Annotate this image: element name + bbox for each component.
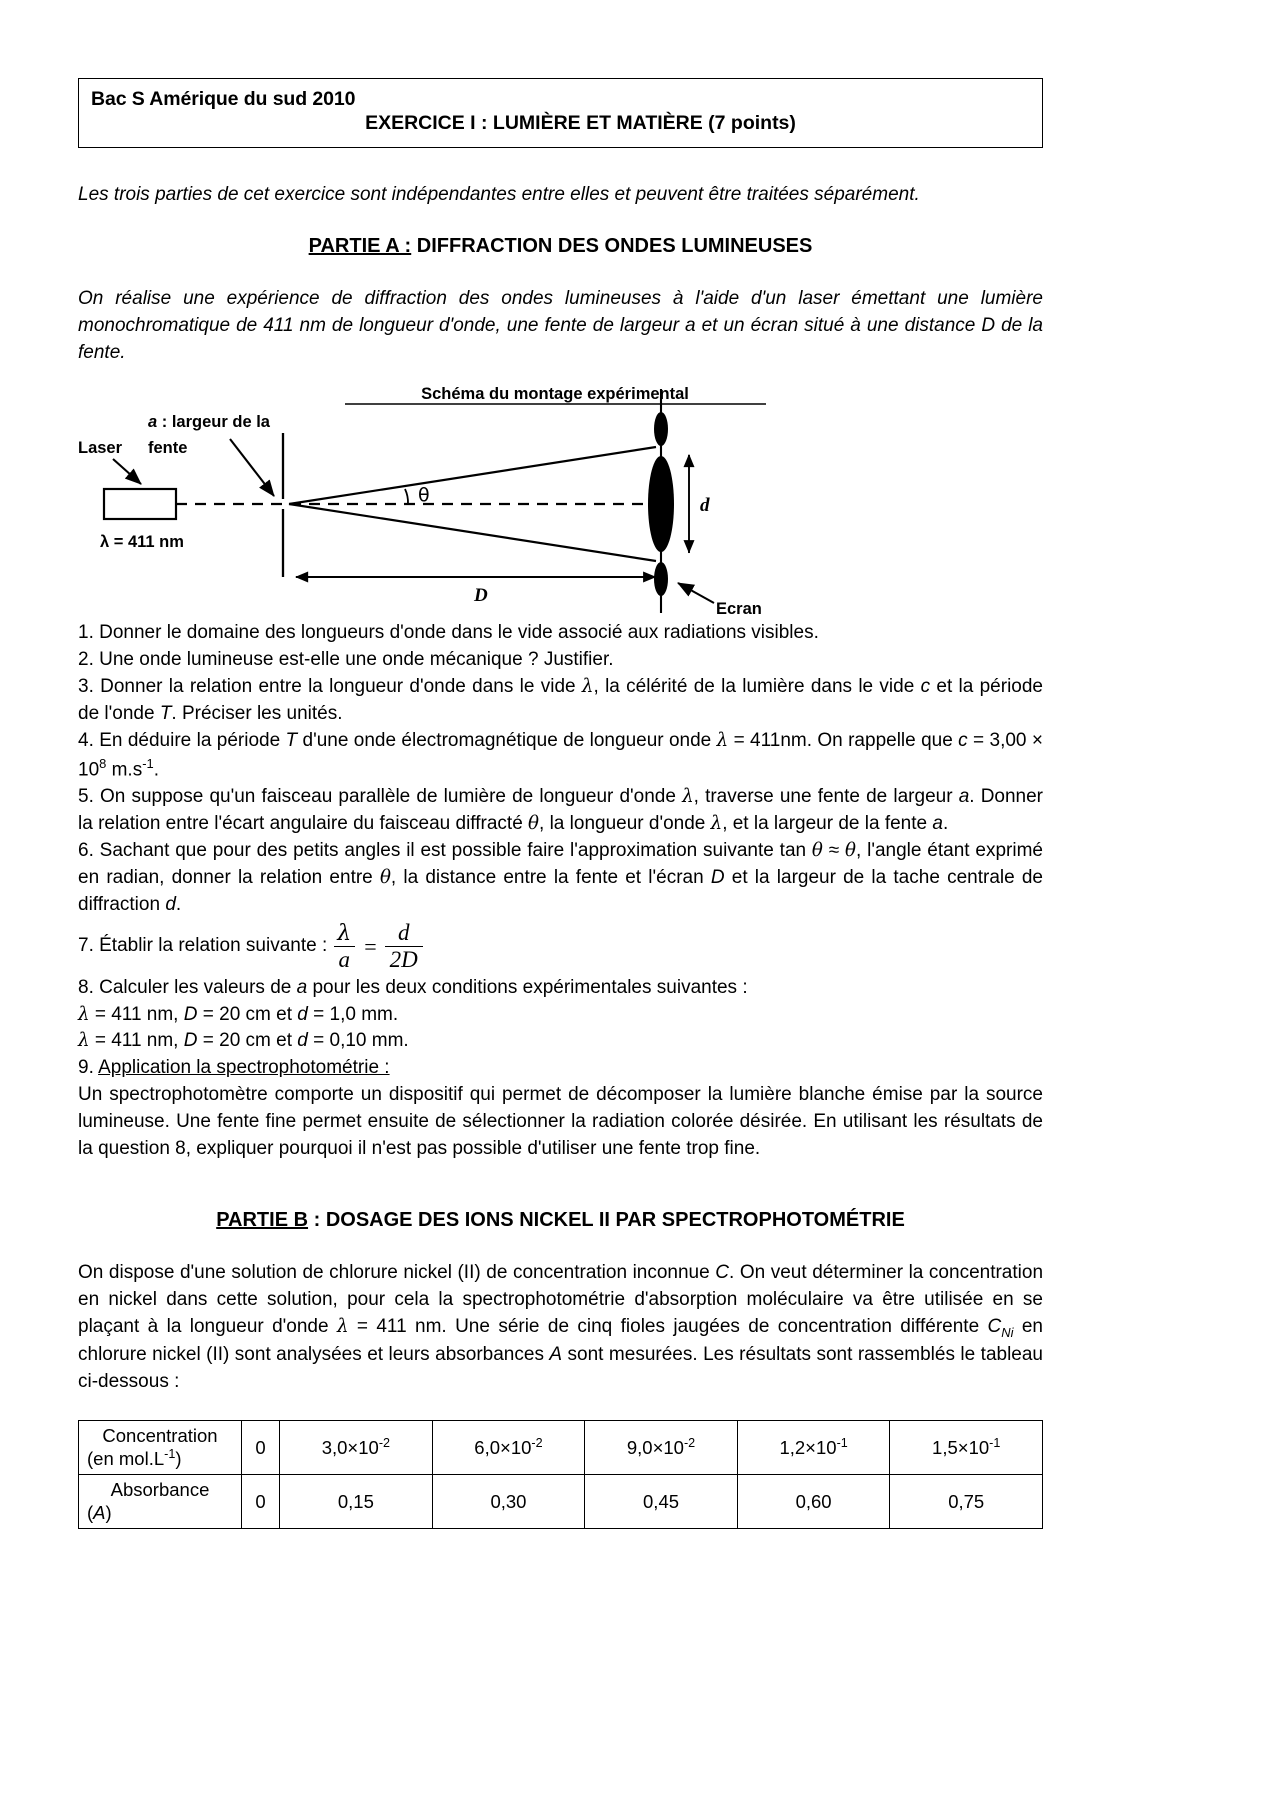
q9-title: Application la spectrophotométrie : [98, 1057, 390, 1079]
cell-absorbance-2: 0,30 [432, 1475, 585, 1529]
pb-A-symbol: A [549, 1344, 563, 1366]
cell-exponent: -1 [989, 1436, 1001, 1451]
exam-title-line1: Bac S Amérique du sud 2010 [91, 88, 356, 110]
fraction-numerator-d: d [397, 920, 410, 946]
cell-value: 6,0×10 [474, 1437, 532, 1459]
q5-a-symbol-2: a [932, 813, 943, 835]
q8-part-b: pour les deux conditions expérimentales suivantes : [307, 976, 748, 998]
pb-CNi-symbol: C [987, 1316, 1002, 1338]
concentration-unit-text: (en mol.L [87, 1448, 165, 1470]
q4-part-f: . [153, 759, 159, 781]
question-9-body: Un spectrophotomètre comporte un dispositif qui permet de décomposer la lumière blanche émise par la source lumineuse. Une fente fine permet ensuite de sélectionner la radiation colorée désirée. En utilisant les résultats de la question 8, expliquer pourquoi il n'est pas possible d'utiliser une fente trop fine. [78, 1084, 1043, 1160]
q6-part-d: , la distance entre la fente et l'écran [390, 867, 711, 889]
q5-theta: θ [528, 813, 540, 835]
fraction-lambda-over-a [332, 922, 356, 972]
absorbance-symbol: A [93, 1501, 106, 1523]
fraction-denominator-2D: 2D [385, 946, 423, 972]
q8-c2-d: d [297, 1030, 308, 1052]
q8-c1-part-c: = 20 cm et [197, 1003, 298, 1025]
q3-T-symbol: T [159, 703, 172, 725]
q4-T-symbol: T [285, 730, 298, 752]
wavelength-label: λ = 411 nm [100, 533, 184, 552]
cell-concentration-4 [737, 1421, 890, 1475]
question-8 [78, 975, 1043, 1002]
question-5 [78, 784, 1043, 838]
question-9-heading [78, 1055, 1043, 1082]
absorbance-data-table [78, 1420, 1043, 1529]
pb-part-a: On dispose d'une solution de chlorure nickel (II) de concentration inconnue [78, 1262, 716, 1284]
q6-part-b: ≈ [822, 840, 846, 862]
q8-c1-D: D [183, 1003, 198, 1025]
laser-box [104, 489, 176, 519]
theta-label: θ [418, 484, 430, 507]
diffraction-spot-top [654, 412, 668, 446]
pb-part-d: en chlorure nickel (II) sont analysées et leurs absorbances [78, 1316, 1043, 1366]
q3-part-b: , la célérité de la lumière dans le vide [593, 676, 921, 698]
pb-CNi-subscript: Ni [1001, 1325, 1014, 1341]
q4-part-a: 4. En déduire la période [78, 730, 286, 752]
q4-part-d: = 3,00 × 10 [78, 730, 1043, 781]
cell-value: 1,5×10 [932, 1437, 990, 1459]
q7-text: 7. Établir la relation suivante : [78, 935, 328, 957]
cell-exponent: -2 [531, 1436, 543, 1451]
pb-part-c: = 411 nm. Une série de cinq fioles jaugées de concentration différente [348, 1316, 988, 1338]
concentration-label-line2 [83, 1447, 237, 1471]
partie-b-label: PARTIE B [216, 1209, 309, 1232]
slit-label-line1: a : largeur de la [148, 413, 270, 432]
q6-D-symbol: D [710, 867, 725, 889]
question-8-condition-1 [78, 1002, 1043, 1029]
cell-absorbance-0: 0 [242, 1475, 280, 1529]
fraction-numerator-lambda: λ [337, 920, 352, 946]
q4-part-b: d'une onde électromagnétique de longueur onde [297, 730, 717, 752]
concentration-unit-close: ) [175, 1448, 182, 1470]
cell-concentration-2 [432, 1421, 585, 1475]
q5-part-f: . [942, 813, 949, 835]
q5-part-a: 5. On suppose qu'un faisceau parallèle de lumière de longueur d'onde [78, 786, 683, 808]
cell-concentration-5 [890, 1421, 1043, 1475]
cell-exponent: -1 [836, 1436, 848, 1451]
cell-concentration-1 [280, 1421, 433, 1475]
partie-b-section [78, 1209, 1043, 1529]
q5-a-symbol: a [958, 786, 970, 808]
q5-part-b: , traverse une fente de largeur [693, 786, 959, 808]
cell-concentration-3 [585, 1421, 738, 1475]
question-4 [78, 728, 1043, 784]
absorbance-label-line1: Absorbance [110, 1479, 210, 1501]
q6-part-e: et la largeur de la tache centrale de diffraction [78, 867, 1043, 916]
partie-a-title: DIFFRACTION DES ONDES LUMINEUSES [411, 235, 813, 258]
q6-theta-2: θ [845, 840, 856, 862]
table-row-absorbance [79, 1475, 1043, 1529]
fraction-denominator-a: a [334, 946, 356, 972]
absorbance-close-paren: ) [105, 1501, 112, 1523]
q6-d-symbol: d [165, 894, 176, 916]
q6-part-a: 6. Sachant que pour des petits angles il est possible faire l'approximation suivante tan [78, 840, 812, 862]
q8-c2-part-b: = 411 nm, [89, 1030, 184, 1052]
cell-exponent: -2 [683, 1436, 696, 1451]
table-row-concentration [79, 1421, 1043, 1475]
cell-value: 1,2×10 [779, 1437, 837, 1459]
q4-exponent-8: 8 [99, 756, 107, 772]
q8-c2-part-e: = 0,10 mm. [307, 1030, 409, 1052]
intro-note: Les trois parties de cet exercice sont indépendantes entre elles et peuvent être traitées séparément. [78, 183, 920, 205]
concentration-unit-exponent: -1 [164, 1447, 176, 1462]
screen-label: Ecran [716, 600, 762, 617]
question-7 [78, 921, 1043, 972]
pb-part-b: . On veut déterminer la concentration en nickel dans cette solution, pour cela la spectrophotométrie d'absorption moléculaire va être utilisée en se plaçant à la longueur d'onde [78, 1262, 1044, 1338]
q8-part-a: 8. Calculer les valeurs de [78, 976, 297, 998]
q6-part-f: . [175, 894, 182, 916]
q5-part-e: , et la largeur de la fente [722, 813, 933, 835]
partie-a-heading [78, 235, 1043, 258]
diffraction-ray-upper [289, 447, 656, 507]
partie-b-paragraph [78, 1260, 1043, 1396]
question-6 [78, 838, 1043, 919]
q3-part-e: . Préciser les unités. [171, 703, 343, 725]
partie-a-paragraph: On réalise une expérience de diffraction des ondes lumineuses à l'aide d'un laser émettant une lumière monochromatique de 411 nm de longueur d'onde, une fente de largeur a et un écran situé à une distance D de la fente. [78, 288, 1043, 364]
cell-absorbance-3: 0,45 [585, 1475, 738, 1529]
laser-label: Laser [78, 439, 123, 458]
d-label: d [700, 495, 710, 517]
partie-b-title: : DOSAGE DES IONS NICKEL II PAR SPECTROPHOTOMÉTRIE [308, 1209, 905, 1232]
cell-value: 0 [255, 1437, 266, 1459]
cell-absorbance-4: 0,60 [737, 1475, 890, 1529]
fraction-d-over-2D [385, 921, 423, 972]
q6-theta-1: θ [811, 840, 823, 862]
concentration-label-line1: Concentration [102, 1424, 218, 1446]
q4-exponent-minus1: -1 [142, 756, 154, 772]
q5-part-c: . Donner la relation entre l'écart angulaire du faisceau diffracté [78, 786, 1044, 835]
q5-lambda-2: λ [710, 813, 723, 835]
pb-lambda: λ [336, 1316, 349, 1338]
question-list [78, 620, 1043, 1163]
q6-part-c: , l'angle étant exprimé en radian, donner la relation entre [78, 840, 1043, 889]
pb-C-symbol: C [715, 1262, 729, 1284]
row-header-absorbance [79, 1475, 242, 1529]
q5-part-d: , la longueur d'onde [539, 813, 711, 835]
absorbance-label-line2 [83, 1502, 237, 1525]
question-2: 2. Une onde lumineuse est-elle une onde mécanique ? Justifier. [78, 649, 614, 671]
question-3 [78, 674, 1043, 728]
exam-header-box [78, 78, 1043, 148]
q3-part-d: et la période de l'onde [78, 676, 1043, 725]
q4-c-symbol: c [958, 730, 968, 752]
partie-b-heading [78, 1209, 1043, 1232]
q8-c1-part-b: = 411 nm, [89, 1003, 184, 1025]
q4-lambda: λ [716, 730, 729, 752]
partie-a-label: PARTIE A : [308, 235, 412, 258]
q8-c2-D: D [183, 1030, 198, 1052]
q6-theta-3: θ [379, 867, 391, 889]
cell-absorbance-1: 0,15 [280, 1475, 433, 1529]
equals-sign: = [364, 934, 377, 960]
q8-c2-lambda: λ [78, 1030, 90, 1052]
q3-lambda: λ [581, 676, 594, 698]
q8-c2-part-c: = 20 cm et [197, 1030, 298, 1052]
cell-concentration-0 [242, 1421, 280, 1475]
q4-part-e: m.s [106, 759, 143, 781]
cell-absorbance-5: 0,75 [890, 1475, 1043, 1529]
pb-part-e: sont mesurées. Les résultats sont rassemblés le tableau ci-dessous : [78, 1344, 1044, 1393]
diagram-title: Schéma du montage expérimental [421, 385, 689, 404]
cell-value: 3,0×10 [321, 1437, 379, 1459]
row-header-concentration [79, 1421, 242, 1475]
experimental-setup-diagram [78, 381, 1043, 616]
cell-exponent: -2 [378, 1436, 391, 1451]
cell-value: 9,0×10 [626, 1437, 684, 1459]
q5-lambda: λ [682, 786, 694, 808]
q3-part-a: 3. Donner la relation entre la longueur d'onde dans le vide [78, 676, 582, 698]
q8-c1-d: d [297, 1003, 308, 1025]
D-label: D [474, 585, 488, 607]
slit-label-line2: fente [148, 439, 188, 458]
absorbance-open-paren: ( [87, 1501, 94, 1523]
question-8-condition-2 [78, 1028, 1043, 1055]
q3-c-symbol: c [920, 676, 931, 698]
diffraction-central-spot [648, 456, 674, 552]
document-content [78, 78, 1043, 1529]
q4-part-c: = 411nm. On rappelle que [728, 730, 959, 752]
diffraction-ray-lower [289, 504, 656, 561]
q9-number: 9. [78, 1057, 99, 1079]
q8-c1-part-e: = 1,0 mm. [307, 1003, 399, 1025]
question-1: 1. Donner le domaine des longueurs d'onde dans le vide associé aux radiations visibles. [78, 622, 819, 644]
q8-a-symbol: a [296, 976, 308, 998]
exam-title-line2: EXERCICE I : LUMIÈRE ET MATIÈRE (7 points) [365, 112, 796, 135]
q8-c1-lambda: λ [78, 1003, 90, 1025]
